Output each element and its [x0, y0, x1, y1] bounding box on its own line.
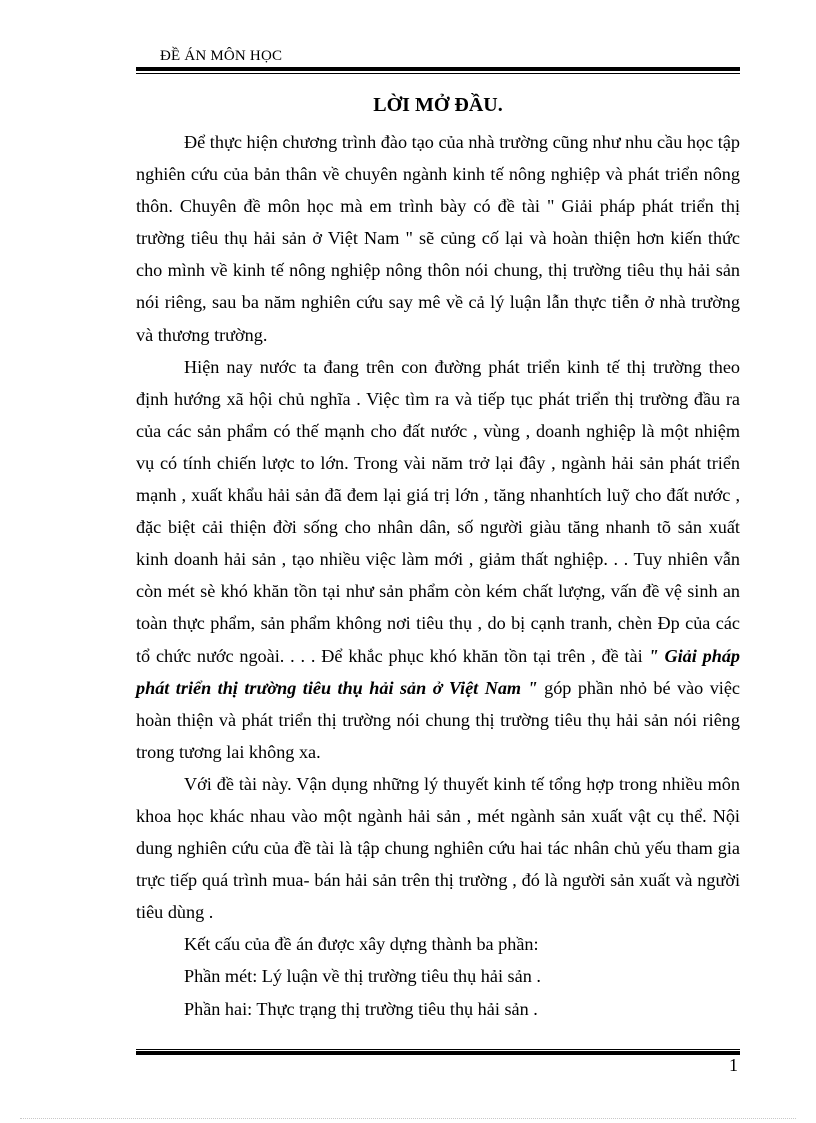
paragraph-1: Để thực hiện chương trình đào tạo của nhà trường cũng như nhu cầu học tập nghiên cứu của bản thân về chuyên ngành kinh tế nông nghiệp và phát triển nông thôn. Chuyên đề môn học mà em trình bày có đề tài " Giải pháp phát triển thị trường tiêu thụ hải sản ở Việt Nam " sẽ củng cố lại và hoàn thiện hơn kiến thức cho mình về kinh tế nông nghiệp nông thôn nói chung, thị trường tiêu thụ hải sản nói riêng, sau ba năm nghiên cứu say mê về cả lý luận lẫn thực tiễn ở nhà trường và thương trường.: [136, 132, 740, 345]
footer-rule-thick: [136, 1051, 740, 1055]
header-title: ĐỀ ÁN MÔN HỌC: [160, 48, 283, 64]
page-number: 1: [729, 1055, 738, 1075]
paragraph-2-text: Hiện nay nước ta đang trên con đường phát triển kinh tế thị trường theo định hướng xã hội chủ nghĩa . Việc tìm ra và tiếp tục phát triển thị trường đầu ra của các sản phẩm có thế mạnh cho đất nước , vùng , doanh nghiệp là một nhiệm vụ có tính chiến lược to lớn. Trong vài năm trở lại đây , ngành hải sản phát triển mạnh , xuất khẩu hải sản đã đem lại giá trị lớn , tăng nhanhtích luỹ cho đất nước , đặc biệt cải thiện đời sống cho nhân dân, số người giàu tăng nhanh tõ sản xuất kinh doanh hải sản , tạo nhiều việc làm mới , giảm thất nghiệp. . . Tuy nhiên vẫn còn mét sè khó khăn tồn tại như sản phẩm còn kém chất lượng, vấn đề vệ sinh an toàn thực phẩm, sản phẩm không nơi tiêu thụ , do bị cạnh tranh, chèn Đp của các tổ chức nước ngoài. . . . Để khắc phục khó khăn tồn tại trên , đề tài: [136, 356, 740, 666]
page-boundary-divider: [20, 1118, 796, 1119]
document-title: LỜI MỞ ĐẦU.: [373, 94, 503, 116]
header-rule-thin: [136, 73, 740, 74]
paragraph-2-end: góp phần nhỏ bé vào việc hoàn thiện và phát triển thị trường nói chung thị trường tiêu thụ hải sản nói riêng trong tương lai không xa.: [136, 677, 741, 762]
part-two: Phần hai: Thực trạng thị trường tiêu thụ hải sản .: [184, 998, 538, 1019]
part-one: Phần mét: Lý luận về thị trường tiêu thụ hải sản .: [184, 966, 541, 987]
paragraph-2: [136, 351, 740, 768]
topic-title-emphasis: " Giải pháp phát triển thị trường tiêu thụ hải sản ở Việt Nam ": [136, 645, 741, 698]
footer-rule-thin: [136, 1049, 740, 1050]
structure-intro: Kết cấu của đề án được xây dựng thành ba phần:: [184, 934, 539, 955]
header-rule-thick: [136, 67, 740, 71]
document-body: [136, 82, 740, 1025]
paragraph-3: Với đề tài này. Vận dụng những lý thuyết kinh tế tổng hợp trong nhiều môn khoa học khác nhau vào một ngành hải sản , mét ngành sản xuất vật cụ thể. Nội dung nghiên cứu của đề tài là tập chung nghiên cứu hai tác nhân chủ yếu tham gia trực tiếp quá trình mua- bán hải sản trên thị trường , đó là người sản xuất và người tiêu dùng .: [136, 773, 740, 923]
